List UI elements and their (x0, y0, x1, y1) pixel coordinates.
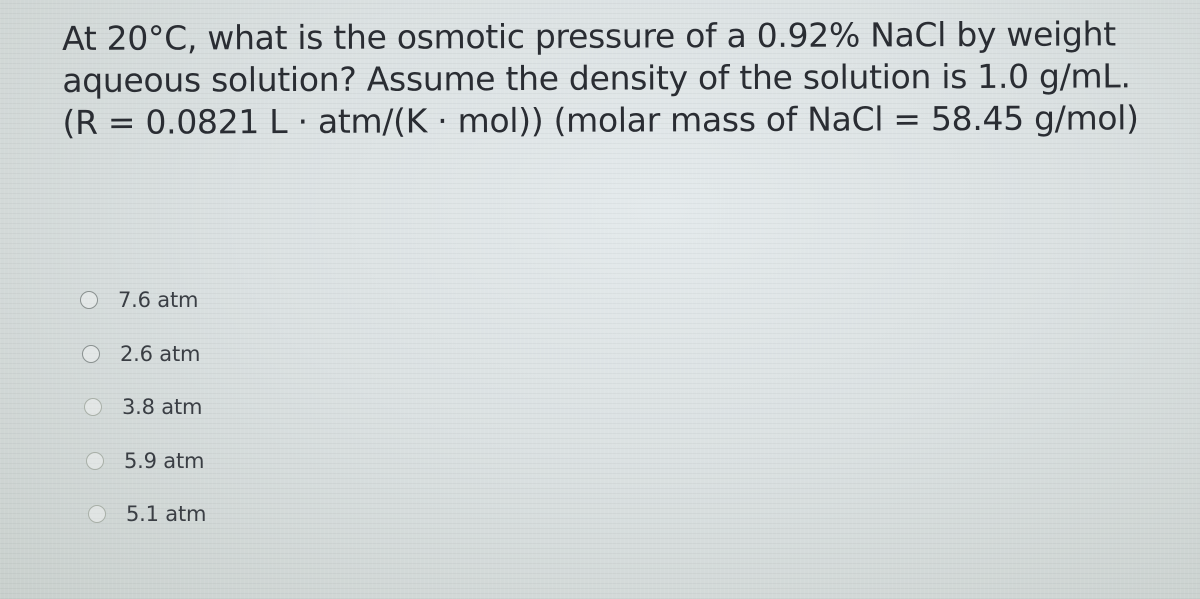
answer-option-label: 2.6 atm (120, 341, 201, 366)
answer-option-label: 7.6 atm (118, 288, 199, 312)
answer-option-label: 5.1 atm (126, 502, 207, 526)
question-text: At 20°C, what is the osmotic pressure of a 0.92% NaCl by weight aqueous solution? Assume the density of the solution is 1.0 g/mL. (R = 0.0821 L · atm/(K · mol)) (molar mass of NaCl = 58.45 g/mol) (62, 14, 1139, 142)
answer-option-2[interactable] (80, 336, 480, 372)
radio-unselected-icon[interactable] (80, 291, 98, 309)
answer-option-label: 5.9 atm (124, 448, 205, 473)
answer-option-5[interactable] (80, 496, 480, 532)
radio-unselected-icon[interactable] (82, 345, 100, 363)
radio-unselected-icon[interactable] (84, 398, 102, 416)
answer-option-label: 3.8 atm (122, 395, 203, 419)
answer-option-1[interactable] (80, 282, 480, 318)
answer-option-4[interactable] (80, 443, 480, 479)
answer-options (80, 282, 480, 550)
radio-unselected-icon[interactable] (86, 452, 104, 470)
radio-unselected-icon[interactable] (88, 505, 106, 523)
answer-option-3[interactable] (80, 389, 480, 425)
